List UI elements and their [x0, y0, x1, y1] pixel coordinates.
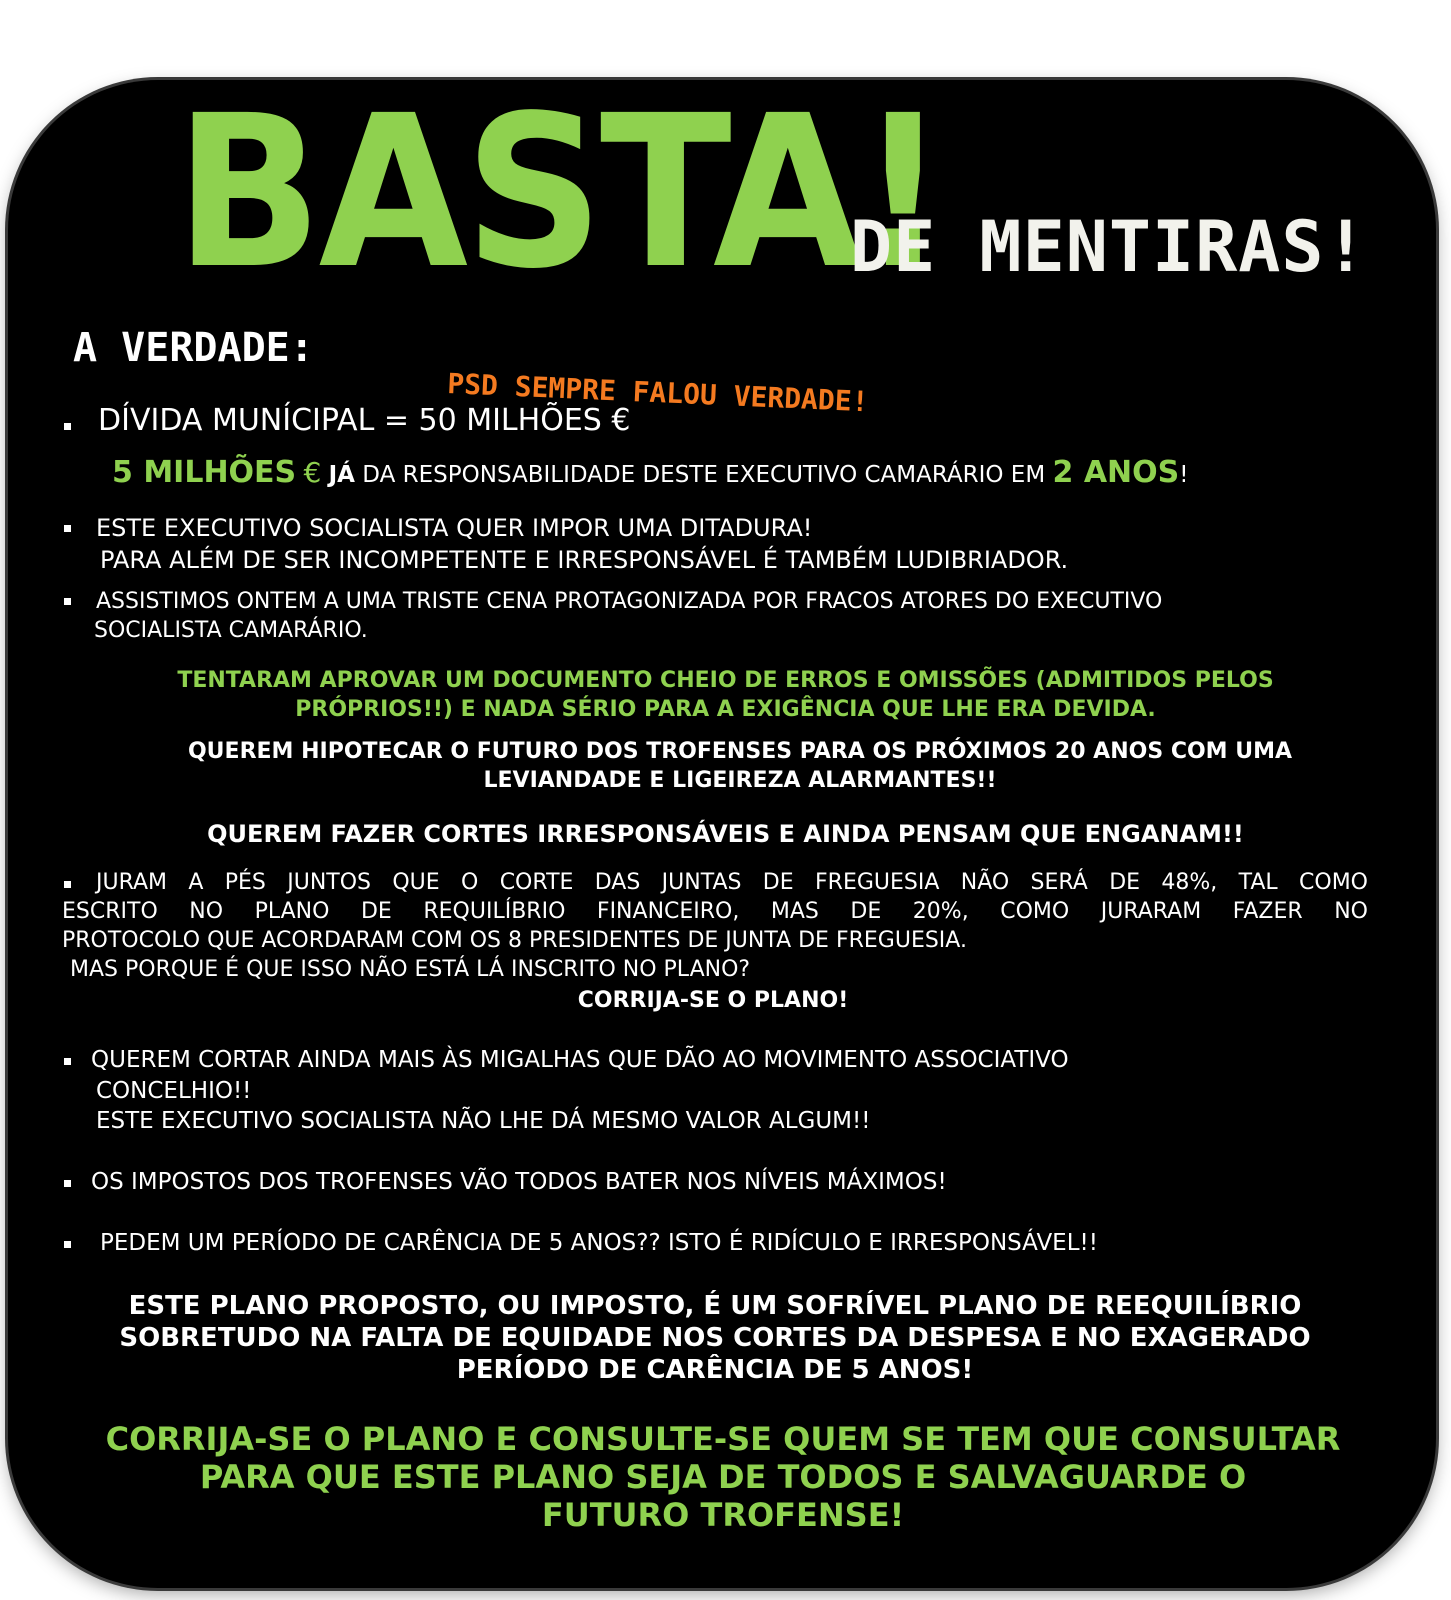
responsabilidade-text: DA RESPONSABILIDADE DESTE EXECUTIVO CAMARÁRIO EM: [362, 462, 1046, 488]
final-line-2: PARA QUE ESTE PLANO SEJA DE TODOS E SALVAGUARDE O: [199, 1458, 1247, 1496]
migalhas-line-1: QUEREM CORTAR AINDA MAIS ÀS MIGALHAS QUE DÃO AO MOVIMENTO ASSOCIATIVO: [91, 1047, 1069, 1073]
bullet-icon: [64, 423, 71, 430]
hipotecar-line-2: LEVIANDADE E LIGEIREZA ALARMANTES!!: [483, 768, 997, 793]
title-de-mentiras: DE MENTIRAS!: [850, 206, 1368, 288]
divida-line: DÍVIDA MUNÍCIPAL = 50 MILHÕES €: [98, 403, 631, 438]
impostos-line: OS IMPOSTOS DOS TROFENSES VÃO TODOS BATER NOS NÍVEIS MÁXIMOS!: [91, 1169, 947, 1195]
bullet-icon: [64, 1241, 71, 1248]
plano-line-2: SOBRETUDO NA FALTA DE EQUIDADE NOS CORTES DA DESPESA E NO EXAGERADO: [119, 1323, 1311, 1353]
migalhas-line-3: ESTE EXECUTIVO SOCIALISTA NÃO LHE DÁ MESMO VALOR ALGUM!!: [96, 1108, 871, 1134]
cortes-line: QUEREM FAZER CORTES IRRESPONSÁVEIS E AINDA PENSAM QUE ENGANAM!!: [207, 820, 1244, 848]
juram-paragraph: [62, 868, 1368, 984]
juram-line-1: JURAM A PÉS JUNTOS QUE O CORTE DAS JUNTAS DE FREGUESIA NÃO SERÁ DE 48%, TAL COMO: [96, 870, 1368, 895]
migalhas-line-2: CONCELHIO!!: [96, 1078, 252, 1104]
hipotecar-line-1: QUEREM HIPOTECAR O FUTURO DOS TROFENSES PARA OS PRÓXIMOS 20 ANOS COM UMA: [187, 739, 1293, 764]
corrija-line: CORRIJA-SE O PLANO!: [577, 988, 849, 1013]
plano-line-3: PERÍODO DE CARÊNCIA DE 5 ANOS!: [456, 1355, 974, 1385]
euro-symbol: €: [303, 456, 322, 489]
bullet-icon: [64, 525, 71, 532]
bullet-icon: [64, 598, 71, 605]
carencia-line: PEDEM UM PERÍODO DE CARÊNCIA DE 5 ANOS?? ISTO É RIDÍCULO E IRRESPONSÁVEL!!: [100, 1230, 1098, 1256]
responsabilidade-line: [112, 453, 1189, 492]
ditadura-line-1: ESTE EXECUTIVO SOCIALISTA QUER IMPOR UMA DITADURA!: [96, 514, 813, 542]
years-text: 2 ANOS: [1052, 455, 1180, 490]
amount-text: 5 MILHÕES: [112, 455, 297, 490]
ditadura-line-2: PARA ALÉM DE SER INCOMPETENTE E IRRESPONSÁVEL É TAMBÉM LUDIBRIADOR.: [100, 546, 1069, 574]
title-basta: BASTA!: [175, 70, 944, 315]
final-line-1: CORRIJA-SE O PLANO E CONSULTE-SE QUEM SE TEM QUE CONSULTAR: [105, 1420, 1341, 1458]
exclamation-text: !: [1179, 462, 1189, 488]
juram-line-4: MAS PORQUE É QUE ISSO NÃO ESTÁ LÁ INSCRITO NO PLANO?: [70, 957, 751, 982]
tentaram-line-1: TENTARAM APROVAR UM DOCUMENTO CHEIO DE ERROS E OMISSÕES (ADMITIDOS PELOS: [177, 668, 1274, 693]
tentaram-line-2: PRÓPRIOS!!) E NADA SÉRIO PARA A EXIGÊNCIA QUE LHE ERA DEVIDA.: [295, 697, 1156, 722]
a-verdade-heading: A VERDADE:: [73, 325, 314, 371]
juram-line-2: ESCRITO NO PLANO DE REQUILÍBRIO FINANCEIRO, MAS DE 20%, COMO JURARAM FAZER NO: [62, 899, 1368, 924]
juram-line-3: PROTOCOLO QUE ACORDARAM COM OS 8 PRESIDENTES DE JUNTA DE FREGUESIA.: [62, 928, 967, 953]
ja-text: JÁ: [328, 462, 355, 488]
cena-line-2: SOCIALISTA CAMARÁRIO.: [94, 618, 368, 643]
psd-tagline: PSD SEMPRE FALOU VERDADE!: [446, 367, 870, 419]
plano-line-1: ESTE PLANO PROPOSTO, OU IMPOSTO, É UM SOFRÍVEL PLANO DE REEQUILÍBRIO: [128, 1291, 1302, 1321]
final-line-3: FUTURO TROFENSE!: [541, 1496, 905, 1534]
bullet-icon: [64, 1180, 71, 1187]
bullet-icon: [64, 1058, 71, 1065]
cena-line-1: ASSISTIMOS ONTEM A UMA TRISTE CENA PROTAGONIZADA POR FRACOS ATORES DO EXECUTIVO: [96, 589, 1163, 614]
